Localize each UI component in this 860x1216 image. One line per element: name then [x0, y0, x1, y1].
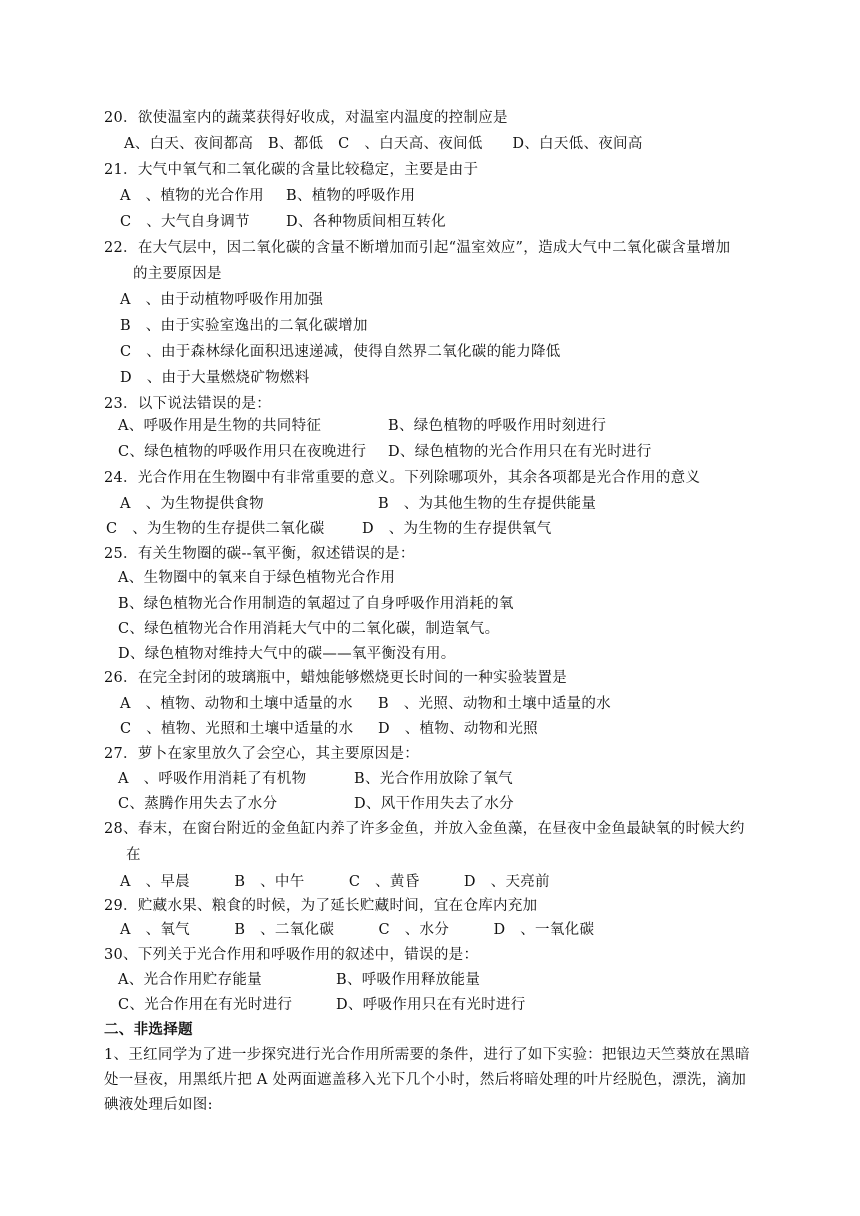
q24-option-row-2 [106, 519, 552, 539]
q30-option-c: C、光合作用在有光时进行 [118, 997, 293, 1013]
q24-option-d: D 、为生物的生存提供氧气 [362, 521, 552, 537]
q27-option-row-1 [118, 769, 513, 789]
q23-stem: 23．以下说法错误的是： [104, 396, 272, 412]
q27-option-d: D、风干作用失去了水分 [354, 796, 514, 812]
q27-option-b: B、光合作用放除了氧气 [354, 771, 513, 787]
q21-option-row-2 [120, 212, 446, 232]
q28-stem-line-1: 28、春末，在窗台附近的金鱼缸内养了许多金鱼，并放入金鱼藻，在昼夜中金鱼最缺氧的时候大约 [104, 821, 745, 837]
q25-stem: 25．有关生物圈的碳--氧平衡，叙述错误的是： [104, 546, 415, 562]
q21-stem: 21．大气中氧气和二氧化碳的含量比较稳定，主要是由于 [104, 162, 479, 178]
q24-option-b: B 、为其他生物的生存提供能量 [378, 496, 597, 512]
q27-option-a: A 、呼吸作用消耗了有机物 [118, 771, 307, 787]
q25-option-d: D、绿色植物对维持大气中的碳——氧平衡没有用。 [118, 646, 456, 662]
q21-option-d: D、各种物质间相互转化 [286, 214, 446, 230]
q21-option-b: B、植物的呼吸作用 [286, 188, 416, 204]
q30-option-a: A、光合作用贮存能量 [118, 972, 262, 988]
q20-options: A、白天、夜间都高 B、都低 C 、白天高、夜间低 D、白天低、夜间高 [124, 136, 643, 152]
q22-option-a: A 、由于动植物呼吸作用加强 [120, 292, 324, 308]
q27-option-c: C、蒸腾作用失去了水分 [118, 796, 278, 812]
q30-stem: 30、下列关于光合作用和呼吸作用的叙述中，错误的是： [104, 947, 479, 963]
q28-options: A 、早晨 B 、中午 C 、黄昏 D 、天亮前 [120, 874, 550, 890]
q26-option-c: C 、植物、光照和土壤中适量的水 [120, 721, 354, 737]
q27-stem: 27．萝卜在家里放久了会空心，其主要原因是： [104, 746, 420, 762]
q26-option-d: D 、植物、动物和光照 [378, 721, 538, 737]
q30-option-row-2 [118, 995, 526, 1015]
q26-stem: 26．在完全封闭的玻璃瓶中，蜡烛能够燃烧更长时间的一种实验装置是 [104, 670, 568, 686]
q25-option-b: B、绿色植物光合作用制造的氧超过了自身呼吸作用消耗的氧 [118, 596, 514, 612]
q24-option-row-1 [120, 494, 596, 514]
q30-option-b: B、呼吸作用释放能量 [336, 972, 481, 988]
q25-option-c: C、绿色植物光合作用消耗大气中的二氧化碳，制造氧气。 [118, 621, 500, 637]
section-heading: 二、非选择题 [104, 1021, 193, 1038]
q26-option-a: A 、植物、动物和土壤中适量的水 [120, 696, 353, 712]
q20-stem: 20．欲使温室内的蔬菜获得好收成，对温室内温度的控制应是 [104, 110, 508, 126]
q22-option-b: B 、由于实验室逸出的二氧化碳增加 [120, 318, 368, 334]
q23-option-a: A、呼吸作用是生物的共同特征 [118, 418, 322, 434]
q23-option-row-1 [118, 416, 606, 436]
q21-option-row-1 [120, 186, 415, 206]
q28-stem-line-2: 在 [126, 847, 141, 863]
q22-stem-line-1: 22．在大气层中，因二氧化碳的含量不断增加而引起“温室效应”，造成大气中二氧化碳含量增加 [104, 240, 731, 256]
q26-option-b: B 、光照、动物和土壤中适量的水 [378, 696, 611, 712]
q29-options: A 、氧气 B 、二氧化碳 C 、水分 D 、一氧化碳 [120, 922, 595, 938]
q23-option-c: C、绿色植物的呼吸作用只在夜晚进行 [118, 444, 367, 460]
q27-option-row-2 [118, 794, 514, 814]
q24-option-c: C 、为生物的生存提供二氧化碳 [106, 521, 325, 537]
q22-option-d: D 、由于大量燃烧矿物燃料 [120, 370, 310, 386]
q21-option-c: C 、大气自身调节 [120, 214, 250, 230]
q30-option-row-1 [118, 970, 480, 990]
q23-option-b: B、绿色植物的呼吸作用时刻进行 [388, 418, 607, 434]
q21-option-a: A 、植物的光合作用 [120, 188, 264, 204]
section2-paragraph-line-1: 1、王红同学为了进一步探究进行光合作用所需要的条件，进行了如下实验：把银边天竺葵放在黑暗 [104, 1047, 750, 1063]
q26-option-row-2 [120, 719, 538, 739]
q23-option-row-2 [118, 442, 652, 462]
q22-option-c: C 、由于森林绿化面积迅速递减，使得自然界二氧化碳的能力降低 [120, 344, 561, 360]
q23-option-d: D、绿色植物的光合作用只在有光时进行 [388, 444, 652, 460]
q25-option-a: A、生物圈中的氧来自于绿色植物光合作用 [118, 570, 396, 586]
q24-option-a: A 、为生物提供食物 [120, 496, 264, 512]
section2-paragraph-line-3: 碘液处理后如图: [104, 1097, 213, 1113]
q29-stem: 29．贮藏水果、粮食的时候，为了延长贮藏时间，宜在仓库内充加 [104, 898, 538, 914]
q30-option-d: D、呼吸作用只在有光时进行 [336, 997, 526, 1013]
q22-stem-line-2: 的主要原因是 [133, 266, 222, 282]
q26-option-row-1 [120, 694, 611, 714]
section2-paragraph-line-2: 处一昼夜，用黑纸片把 A 处两面遮盖移入光下几个小时，然后将暗处理的叶片经脱色，漂洗，滴加 [104, 1072, 747, 1088]
q24-stem: 24．光合作用在生物圈中有非常重要的意义。下列除哪项外，其余各项都是光合作用的意义 [104, 470, 701, 486]
